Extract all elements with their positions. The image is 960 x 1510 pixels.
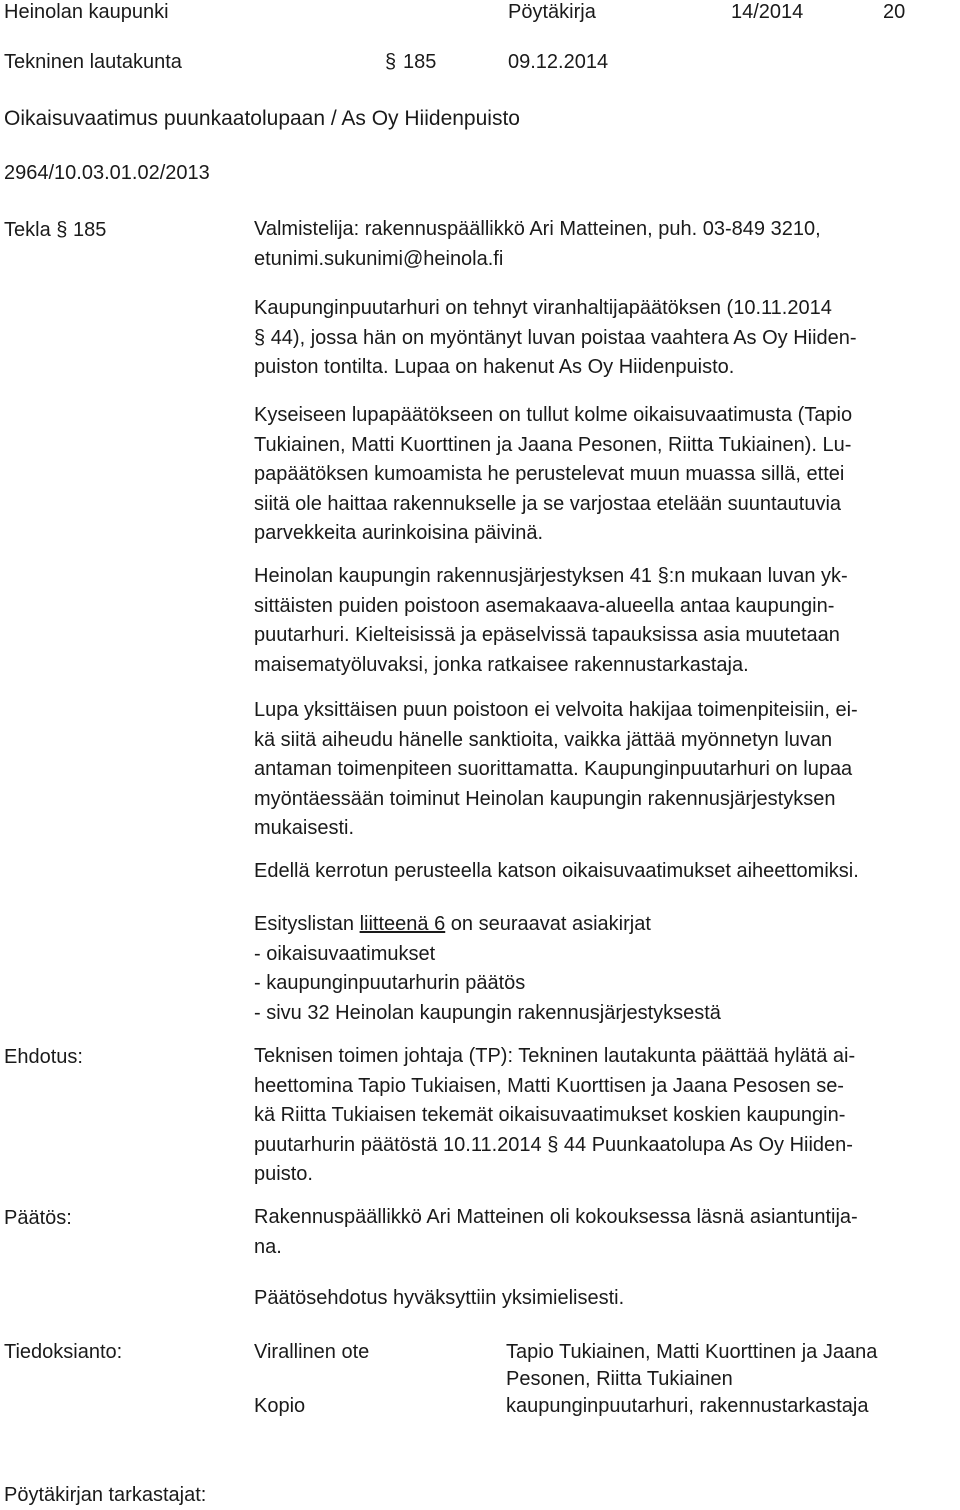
text-line: puiston tontilta. Lupaa on hakenut As Oy Hiidenpuisto.	[254, 356, 735, 378]
text-line: Kyseiseen lupapäätökseen on tullut kolme oikaisuvaatimusta (Tapio	[254, 404, 853, 426]
page-number: 20	[883, 1, 906, 23]
committee-name: Tekninen lautakunta	[4, 51, 182, 73]
document-number: 14/2014	[731, 1, 804, 23]
attachment-item: - kaupunginpuutarhurin päätös	[254, 972, 526, 994]
paragraph-decision-background	[254, 294, 954, 383]
meeting-date: 09.12.2014	[508, 51, 609, 73]
section-number: 185	[403, 51, 437, 73]
distribution-recipients: Tapio Tukiainen, Matti Kuorttinen ja Jaana	[506, 1341, 878, 1363]
text-line: mukaisesti.	[254, 817, 355, 839]
paragraph-conclusion	[254, 857, 954, 887]
paragraph-appeals	[254, 401, 954, 549]
attachment-link[interactable]: liitteenä 6	[359, 913, 446, 935]
text-fragment: :n mukaan luvan yk-	[668, 565, 848, 587]
text-fragment: puutarhurin päätöstä 10.11.2014	[254, 1133, 542, 1156]
text-line: myöntäessään toiminut Heinolan kaupungin rakennusjärjestyksen	[254, 787, 836, 810]
text-line: na.	[254, 1235, 282, 1258]
organization-name: Heinolan kaupunki	[4, 1, 169, 23]
text-line	[254, 562, 954, 592]
decision-outcome	[254, 1284, 954, 1314]
text-line: maisematyöluvaksi, jonka ratkaisee rakennustarkastaja.	[254, 653, 749, 676]
text-line	[254, 1131, 954, 1161]
text-line: Päätösehdotus hyväksyttiin yksimielisesti.	[254, 1287, 625, 1309]
attachments-list	[254, 910, 954, 1028]
attachment-item: - oikaisuvaatimukset	[254, 942, 436, 965]
text-fragment: 44 Puunkaatolupa As Oy Hiiden-	[563, 1133, 853, 1156]
text-line: papäätöksen kumoamista he perustelevat muun muassa sillä, ettei	[254, 463, 845, 485]
text-line: Teknisen toimen johtaja (TP): Tekninen lautakunta päättää hylätä ai-	[254, 1045, 856, 1067]
decision-label: Päätös:	[4, 1207, 72, 1229]
section-symbol: §	[385, 51, 397, 73]
proposal-text	[254, 1042, 954, 1190]
text-line: antaman toimenpiteen suorittamatta. Kaupunginpuutarhuri on lupaa	[254, 758, 853, 780]
section-symbol: §	[254, 326, 266, 349]
decision-text	[254, 1203, 954, 1262]
preparer-line: Valmistelija: rakennuspäällikkö Ari Matteinen, puh. 03-849 3210,	[254, 218, 821, 240]
distribution-recipients: Pesonen, Riitta Tukiainen	[506, 1368, 733, 1390]
preparer-email: etunimi.sukunimi@heinola.fi	[254, 247, 504, 270]
section-symbol: §	[657, 565, 669, 587]
text-line: Lupa yksittäisen puun poistoon ei velvoita hakijaa toimenpiteisiin, ei-	[254, 699, 858, 721]
text-line: Edellä kerrotun perusteella katson oikaisuvaatimukset aiheettomiksi.	[254, 860, 859, 882]
text-line: puisto.	[254, 1163, 313, 1185]
text-line: kä Riitta Tukiaisen tekemät oikaisuvaatimukset koskien kaupungin-	[254, 1104, 846, 1126]
text-line: puutarhuri. Kielteisissä ja epäselvissä tapauksissa asia muutetaan	[254, 624, 840, 646]
text-fragment: Heinolan kaupungin rakennusjärjestyksen 41	[254, 565, 653, 587]
reference-number: 2964/10.03.01.02/2013	[4, 162, 210, 184]
case-section-symbol: §	[56, 219, 68, 241]
text-line: kä siitä aiheudu hänelle sanktioita, vaikka jättää myönnetyn luvan	[254, 728, 833, 751]
text-line: sittäisten puiden poistoon asemakaava-alueella antaa kaupungin-	[254, 594, 835, 617]
paragraph-permit-obligations	[254, 696, 954, 844]
section-symbol: §	[547, 1133, 559, 1156]
text-fragment: on seuraavat asiakirjat	[450, 913, 651, 935]
reviewers-label: Pöytäkirjan tarkastajat:	[4, 1484, 207, 1506]
text-line: heettomina Tapio Tukiaisen, Matti Kuorttisen ja Jaana Pesosen se-	[254, 1074, 844, 1097]
attachment-item: - sivu 32 Heinolan kaupungin rakennusjärjestyksestä	[254, 1001, 721, 1024]
preparer-block	[254, 215, 954, 274]
text-line: siitä ole haittaa rakennukselle ja se varjostaa etelään suuntautuvia	[254, 492, 842, 515]
text-fragment: Esityslistan	[254, 913, 355, 935]
distribution-type: Kopio	[254, 1395, 306, 1417]
text-line: Kaupunginpuutarhuri on tehnyt viranhaltijapäätöksen (10.11.2014	[254, 297, 832, 319]
text-line	[254, 910, 954, 940]
text-line: Rakennuspäällikkö Ari Matteinen oli kokouksessa läsnä asiantuntija-	[254, 1206, 858, 1228]
document-type: Pöytäkirja	[508, 1, 596, 23]
text-line: Tukiainen, Matti Kuorttinen ja Jaana Pesonen, Riitta Tukiainen). Lu-	[254, 433, 852, 456]
distribution-recipients: kaupunginpuutarhuri, rakennustarkastaja	[506, 1395, 869, 1417]
text-fragment: 44), jossa hän on myöntänyt luvan poistaa vaahtera As Oy Hiiden-	[270, 326, 857, 349]
page-title: Oikaisuvaatimus puunkaatolupaan / As Oy Hiidenpuisto	[4, 107, 520, 130]
proposal-label: Ehdotus:	[4, 1046, 83, 1068]
text-line: parvekkeita aurinkoisina päivinä.	[254, 522, 544, 544]
case-label	[4, 216, 106, 245]
case-prefix: Tekla	[4, 219, 51, 241]
distribution-type: Virallinen ote	[254, 1341, 370, 1363]
paragraph-building-regulation	[254, 562, 954, 680]
text-line	[254, 324, 954, 354]
case-number: 185	[72, 219, 107, 241]
distribution-label: Tiedoksianto:	[4, 1341, 123, 1363]
